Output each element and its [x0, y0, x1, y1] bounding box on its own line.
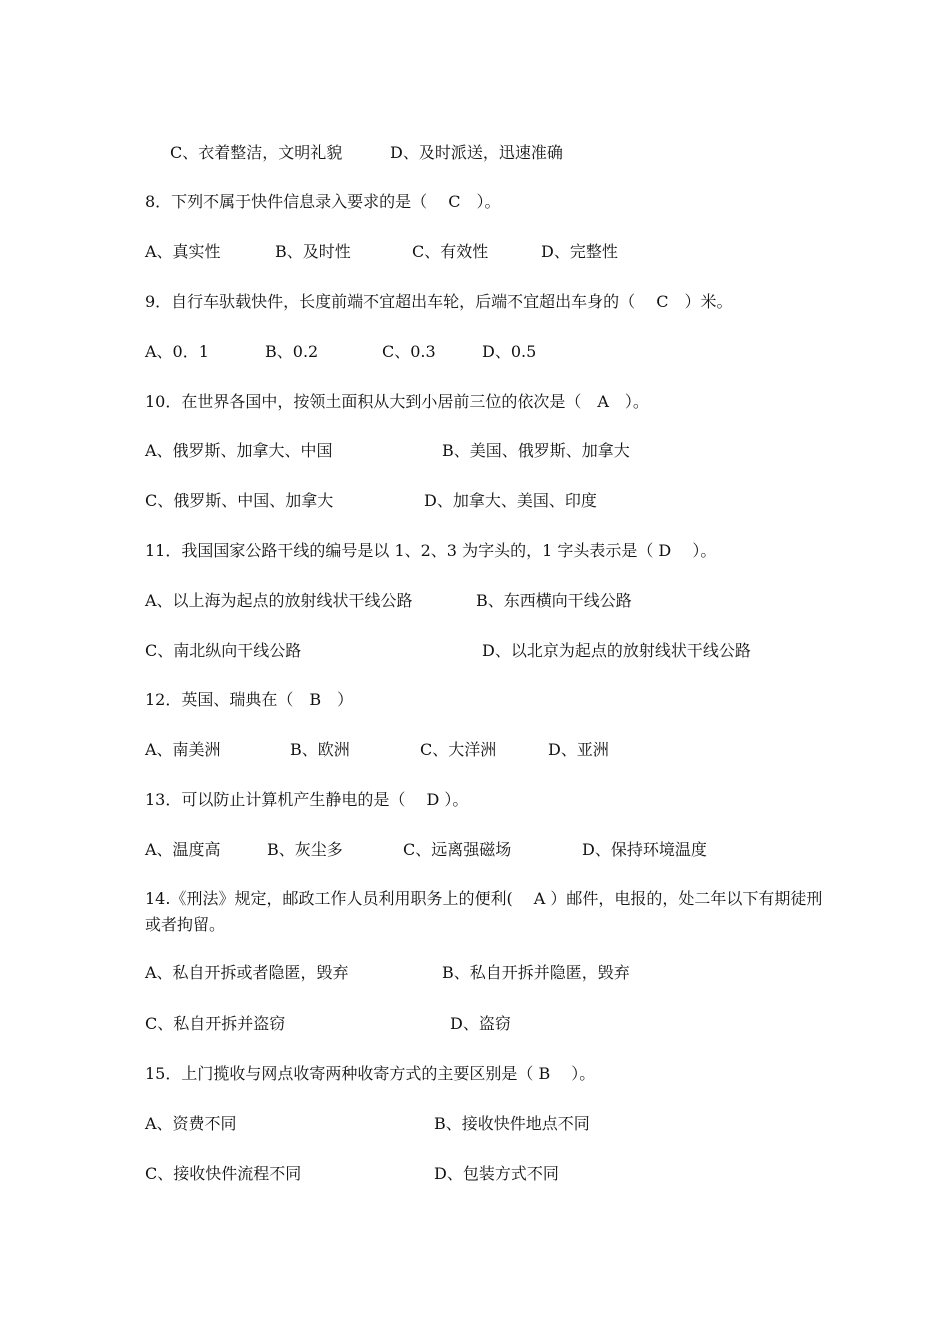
option-c: C、0.3 — [382, 342, 436, 361]
option-b: B、接收快件地点不同 — [434, 1114, 590, 1133]
option-a: A、私自开拆或者隐匿，毁弃 — [145, 963, 349, 982]
option-d: D、包装方式不同 — [434, 1164, 559, 1183]
option-b: B、欧洲 — [290, 740, 350, 759]
question-14: 14.《刑法》规定，邮政工作人员利用职务上的便利( A ）邮件，电报的，处二年以下有期徒刑或者拘留。 — [145, 889, 823, 934]
option-c: C、俄罗斯、中国、加拿大 — [145, 491, 334, 510]
option-a: A、俄罗斯、加拿大、中国 — [145, 441, 333, 460]
option-c: C、衣着整洁，文明礼貌 — [170, 143, 343, 162]
option-c: C、私自开拆并盗窃 — [145, 1014, 286, 1033]
option-b: B、东西横向干线公路 — [476, 591, 632, 610]
option-b: B、私自开拆并隐匿，毁弃 — [442, 963, 630, 982]
option-d: D、盗窃 — [450, 1014, 511, 1033]
option-c: C、有效性 — [412, 242, 489, 261]
option-b: B、0.2 — [265, 342, 319, 361]
question-8: 8．下列不属于快件信息录入要求的是（ C ）。 — [145, 192, 501, 211]
option-b: B、美国、俄罗斯、加拿大 — [442, 441, 630, 460]
question-13: 13．可以防止计算机产生静电的是（ D ）。 — [145, 790, 469, 809]
option-a: A、温度高 — [145, 840, 221, 859]
option-d: D、及时派送，迅速准确 — [390, 143, 563, 162]
option-b: B、灰尘多 — [267, 840, 343, 859]
option-a: A、真实性 — [145, 242, 221, 261]
question-15: 15．上门揽收与网点收寄两种收寄方式的主要区别是（ B ）。 — [145, 1064, 596, 1083]
option-d: D、0.5 — [482, 342, 537, 361]
option-c: C、南北纵向干线公路 — [145, 641, 302, 660]
question-9: 9．自行车驮载快件，长度前端不宜超出车轮，后端不宜超出车身的（ C ）米。 — [145, 292, 733, 311]
option-d: D、加拿大、美国、印度 — [424, 491, 597, 510]
option-d: D、亚洲 — [548, 740, 609, 759]
option-a: A、以上海为起点的放射线状干线公路 — [145, 591, 413, 610]
question-12: 12．英国、瑞典在（ B ） — [145, 690, 354, 709]
question-10: 10．在世界各国中，按领土面积从大到小居前三位的依次是（ A ）。 — [145, 392, 649, 411]
option-c: C、接收快件流程不同 — [145, 1164, 302, 1183]
question-11: 11．我国国家公路干线的编号是以 1、2、3 为字头的，1 字头表示是（ D ）。 — [145, 541, 717, 560]
option-a: A、0．1 — [145, 342, 209, 361]
option-a: A、南美洲 — [145, 740, 221, 759]
option-d: D、以北京为起点的放射线状干线公路 — [482, 641, 751, 660]
option-b: B、及时性 — [275, 242, 351, 261]
option-c: C、大洋洲 — [420, 740, 497, 759]
option-a: A、资费不同 — [145, 1114, 237, 1133]
option-c: C、远离强磁场 — [403, 840, 512, 859]
option-d: D、保持环境温度 — [582, 840, 707, 859]
option-d: D、完整性 — [541, 242, 618, 261]
